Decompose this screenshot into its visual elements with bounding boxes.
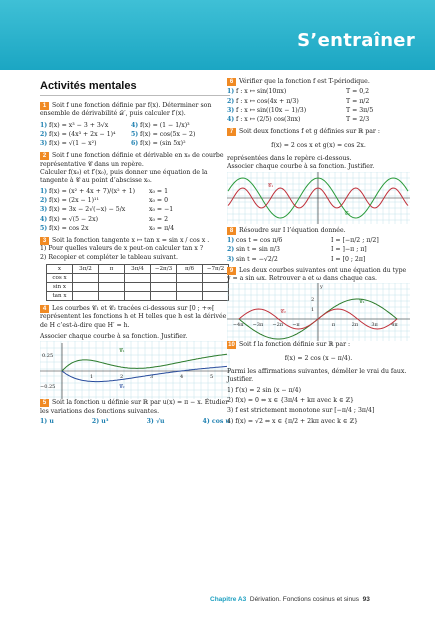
item-part: f(x) = (sin 5x)² [140,140,186,148]
exercise-6-items [227,88,410,124]
item-part: f : x ↦ cos(4x + π/3) [236,97,299,105]
exercise-7-text3: Associer chaque courbe à sa fonction. Justifier. [227,163,375,171]
exercise-text: Les deux courbes suivantes ont une équation du type y = a sin ωx. Retrouver a et ω dans chaque cas. [227,266,407,283]
table-cell [177,292,203,301]
y-tick-label: 2 [311,297,315,304]
graph-cos [227,172,410,224]
exercise-item [40,122,230,130]
item-part: 4) [227,116,235,124]
page-title: S’entraîner [297,30,415,51]
exercise-item: 1) u [40,417,54,425]
exercise-10-items [227,387,410,426]
graph-sin [227,283,410,341]
y-tick-label: 0.25 [42,353,54,360]
item-part: 1) [227,236,235,244]
graph-h-H [40,341,230,399]
exercise-item [40,140,230,148]
exercise-10 [227,341,410,349]
item-part: 2) [40,130,48,138]
exercise-item: 2) f(x) = 0 ⇔ x ∈ {3π/4 + kπ avec k ∈ ℤ} [227,396,354,404]
exercise-item [227,107,410,115]
table-row-label: cos x [47,274,73,283]
table-row [47,283,229,292]
exercise-item [227,116,410,124]
exercise-number: 3 [40,237,49,245]
left-column [40,78,230,425]
item-part: f : x ↦ sin((10x − 1)/3) [236,106,307,114]
exercise-item [227,237,410,245]
item-part: sin t = sin π/3 [236,246,280,254]
exercise-number: 4 [40,305,49,313]
item-part: f(x) = (1 − 1/x)³ [140,121,190,129]
x-tick-label: −3π [252,322,264,329]
item-part: 1) [40,187,48,195]
item-part: x₀ = 1 [149,187,169,195]
exercise-item [227,256,410,264]
exercise-2-text2: Calculer f(x₀) et f′(x₀), puis donner une équation de la tangente à 𝒞 au point d’abscisse x₀. [40,169,208,185]
exercise-text: Résoudre sur I l’équation donnée. [239,226,346,234]
item-part: T = 3π/5 [346,106,374,114]
exercise-item [40,131,230,139]
item-part: T = π/2 [346,97,370,105]
table-row-label: tan x [47,292,73,301]
x-tick-label: 3 [150,374,154,381]
item-part: f(x) = x³ − 3 + 3√x [49,121,109,129]
item-part: f : x ↦ (2/5) cos(3πx) [236,116,301,124]
exercise-item: 3) √u [146,417,165,425]
exercise-item [40,197,230,205]
section-title: Activités mentales [40,80,230,96]
x-tick-label: −π [292,322,300,329]
exercise-item: 4) cos u [202,417,230,425]
exercise-number: 8 [227,227,236,235]
table-cell [73,283,99,292]
item-part: T = 2/3 [346,116,370,124]
table-header-cell: π [99,265,125,274]
item-part: 3) [40,206,48,214]
exercise-item [40,206,230,214]
exercise-text: Soit la fonction u définie sur ℝ par u(x) = π − x. Étudier les variations des fonctions suivantes. [40,399,229,415]
table-cell [99,292,125,301]
exercise-item [227,98,410,106]
item-part: I = [−π/2 ; π/2] [331,236,379,244]
item-part: f(x) = 3x − 2√(−x) − 5/x [49,206,126,214]
exercise-text: Vérifier que la fonction f est T-périodique. [239,78,370,85]
exercise-text: Soit deux fonctions f et g définies sur ℝ par : [239,128,380,136]
item-part: 6) [131,140,139,148]
exercise-2 [40,152,230,169]
exercise-text: Les courbes 𝒞₁ et 𝒞₂ tracées ci-dessous sur [0 ; +∞[ représentent les fonctions h et H telles que h est la dérivée de H c’est-à-dire que H′ = h. [40,305,227,329]
values-table [46,264,229,301]
table-header-cell: π/6 [177,265,203,274]
exercise-4-text2: Associer chaque courbe à sa fonction. Justifier. [40,332,188,340]
exercise-7-text2: représentées dans le repère ci-dessous. [227,155,352,163]
table-cell [125,292,151,301]
item-part: 3) [227,255,235,263]
exercise-item: 2) u³ [91,417,109,425]
x-tick-label: 2π [351,322,359,329]
page-number: 93 [362,596,370,603]
exercise-5 [40,399,230,416]
item-part: f(x) = cos 2x [49,224,89,232]
curve-label-c2: 𝒞₂ [344,210,351,217]
right-column [227,78,410,428]
x-tick-label: −2π [272,322,284,329]
y-tick-label: −0.25 [40,384,56,391]
exercise-item: 3) f est strictement monotone sur [−π/4 ; 3π/4] [227,407,375,415]
item-part: 2) [40,196,48,204]
item-part: x₀ = 2 [149,215,169,223]
item-part: 5) [40,224,48,232]
exercise-item: 4) f(x) = √2 ⇔ x ∈ {π/2 + 2kπ avec k ∈ ℤ} [227,417,358,425]
x-tick-label: 5 [210,374,214,381]
exercise-item: 1) f′(x) = 2 sin (x − π/4) [227,386,301,394]
exercise-10-text2: Parmi les affirmations suivantes, démêler le vrai du faux. Justifier. [227,368,407,384]
x-tick-label: 4π [391,322,398,329]
table-row-label: sin x [47,283,73,292]
exercise-5-items [40,418,230,425]
table-header [47,265,229,274]
item-part: 1) [40,121,48,129]
item-part: cos t = cos π/6 [236,236,283,244]
table-row [47,274,229,283]
x-tick-label: 4 [180,374,184,381]
item-part: T = 0,2 [346,88,370,96]
page-footer [210,596,370,603]
item-part: f : x ↦ sin(10πx) [236,88,287,96]
table-header-cell: x [47,265,73,274]
item-part: 4) [131,121,139,129]
curve-c2 [62,367,227,382]
exercise-number: 1 [40,102,49,110]
exercise-item [227,246,410,254]
table-row [47,292,229,301]
item-part: x₀ = −1 [149,206,174,214]
item-part: 4) [40,215,48,223]
exercise-item [40,225,230,233]
table-cell [99,283,125,292]
exercise-text: Soit f une fonction définie et dérivable en x₀ de courbe représentative 𝒞 dans un repère. [40,152,224,168]
exercise-8-items [227,237,410,264]
exercise-1-items [40,122,230,149]
exercise-3 [40,237,230,245]
exercise-number: 6 [227,78,236,86]
item-part: f(x) = √(5 − 2x) [49,215,98,223]
item-part: 2) [227,246,235,254]
exercise-number: 2 [40,152,49,160]
table-cell [73,292,99,301]
y-axis-label: y [320,284,323,291]
x-tick-label: π [331,322,336,329]
exercise-9 [227,267,410,284]
exercise-2-items [40,188,230,233]
item-part: 2) [227,97,235,105]
exercise-item [40,216,230,224]
item-part: 3) [40,140,48,148]
exercise-number: 7 [227,128,236,136]
exercise-7 [227,128,410,136]
item-part: I = ]−π ; π] [331,246,367,254]
table-cell [177,274,203,283]
table-cell [203,292,229,301]
table-cell [125,283,151,292]
x-tick-label: 1 [90,374,94,381]
item-part: x₀ = 0 [149,196,169,204]
curve-label-c2: 𝒞₂ [119,384,125,391]
table-cell [151,274,177,283]
curve-label-c2: 𝒞₂ [280,309,286,316]
exercise-10-formula: f(x) = 2 cos (x − π/4). [284,354,353,362]
item-part: 5) [131,130,139,138]
item-part: f(x) = (x² + 4x + 7)/(x² + 1) [49,187,136,195]
item-part: sin t = −√2/2 [236,255,278,263]
item-part: 1) [227,88,235,96]
table-cell [177,283,203,292]
item-part: 3) [227,106,235,114]
exercise-item [227,88,410,96]
exercise-number: 5 [40,399,49,407]
table-cell [73,274,99,283]
table-cell [99,274,125,283]
table-cell [125,274,151,283]
exercise-6 [227,78,410,86]
table-header-cell: 3π/2 [73,265,99,274]
table-cell [203,283,229,292]
item-part: f(x) = cos(5x − 2) [140,130,196,138]
curve-label-c1: 𝒞₁ [358,299,365,306]
item-part: I = [0 ; 2π] [331,255,366,263]
table-header-cell: −7π/2 [203,265,229,274]
y-tick-label: 1 [311,307,315,314]
exercise-item [40,188,230,196]
x-tick-label: −4π [232,322,244,329]
header-banner [0,0,435,70]
exercise-1 [40,102,230,119]
item-part: f(x) = (4x³ + 2x − 1)⁴ [49,130,116,138]
table-cell [151,292,177,301]
exercise-8 [227,227,410,235]
exercise-number: 10 [228,342,235,349]
curve-label-c1: 𝒞₁ [119,348,125,355]
exercise-text: Soit f la fonction définie sur ℝ par : [239,341,351,349]
exercise-3-q2: 2) Recopier et compléter le tableau suivant. [40,253,178,261]
table-header-cell: −2π/3 [151,265,177,274]
x-tick-label: 3π [371,322,378,329]
x-tick-label: 2 [120,374,124,381]
curve-label-c1: 𝒞₁ [267,182,274,189]
item-part: x₀ = π/4 [149,224,175,232]
exercise-4 [40,305,230,330]
exercise-7-formula: f(x) = 2 cos x et g(x) = cos 2x. [271,141,366,149]
exercise-text: Soit f une fonction définie par f(x). Déterminer son ensemble de dérivabilité 𝒟′, puis calculer f′(x). [40,102,212,118]
exercise-text: Soit la fonction tangente x ↦ tan x = sin x / cos x . [52,237,210,245]
item-part: f(x) = √(1 − x²) [49,140,97,148]
table-cell [203,274,229,283]
footer-title: Dérivation. Fonctions cosinus et sinus [249,596,359,603]
footer-chapter: Chapitre A3 [210,596,247,603]
table-cell [151,283,177,292]
table-header-cell: 3π/4 [125,265,151,274]
exercise-number: 9 [227,267,236,275]
exercise-3-q1: 1) Pour quelles valeurs de x peut-on calculer tan x ? [40,245,204,253]
item-part: f(x) = (2x − 1)¹¹ [49,196,99,204]
